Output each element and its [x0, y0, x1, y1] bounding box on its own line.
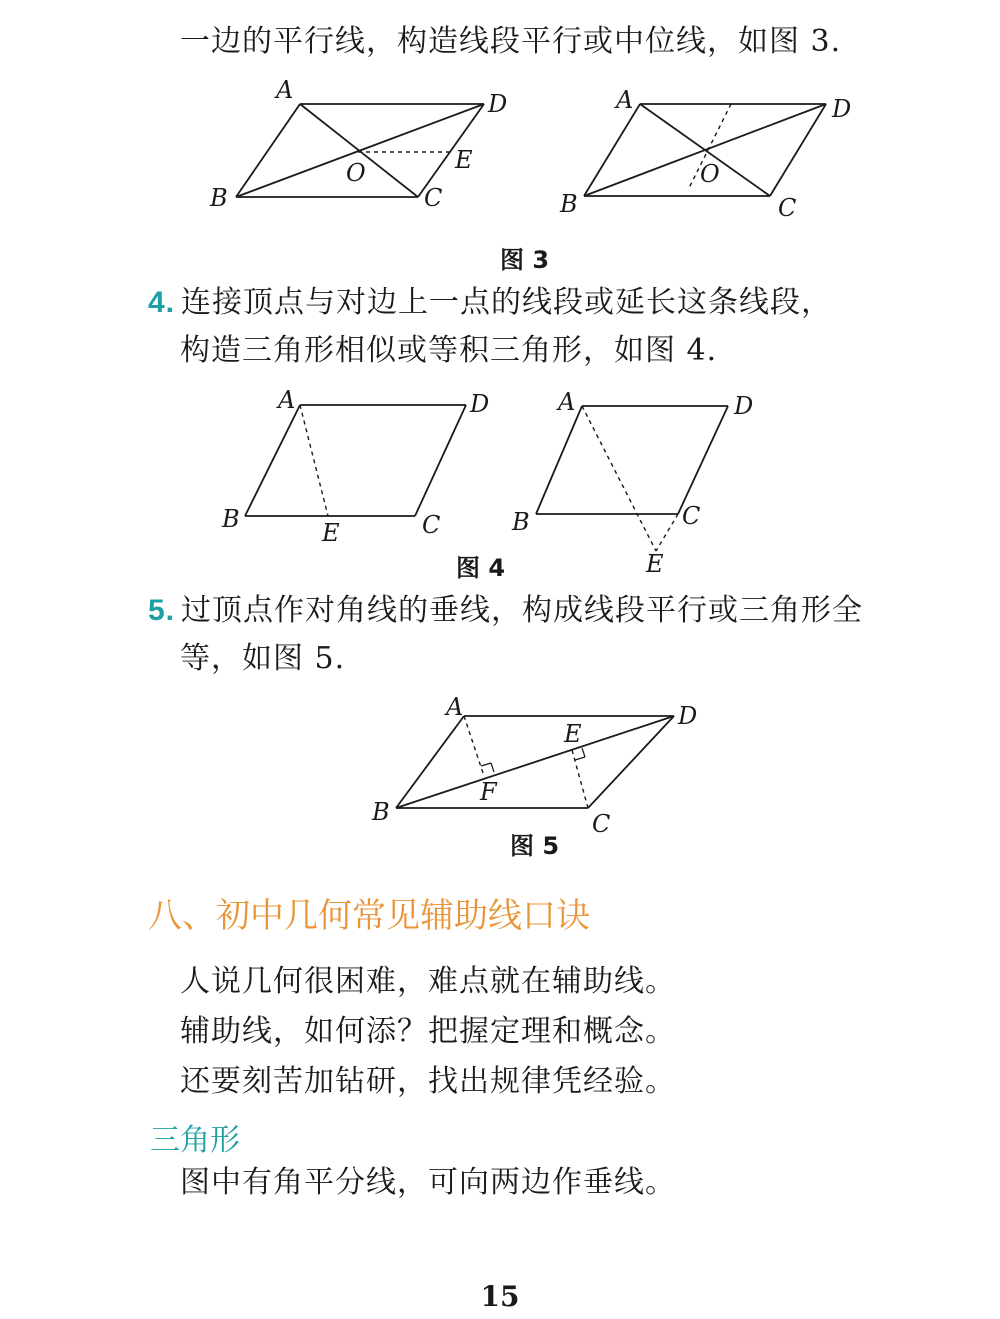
label-A: A [278, 386, 296, 414]
poem-line-1: 人说几何很困难，难点就在辅助线。 [180, 964, 676, 999]
label-E: E [322, 519, 340, 547]
item-4-line-2: 构造三角形相似或等积三角形，如图 4. [180, 333, 718, 368]
figure-5-caption: 图 5 [510, 832, 560, 860]
triangle-line-1: 图中有角平分线，可向两边作垂线。 [180, 1165, 676, 1200]
item-5-number: 5. [148, 594, 176, 627]
label-C: C [422, 511, 441, 539]
poem-line-2: 辅助线，如何添？把握定理和概念。 [180, 1014, 676, 1049]
label-D: D [734, 392, 754, 420]
item-4-text: 连接顶点与对边上一点的线段或延长这条线段， [181, 285, 833, 320]
item-5-line-2: 等，如图 5. [180, 641, 346, 676]
label-D: D [488, 90, 508, 118]
item-4-number: 4. [148, 286, 176, 319]
label-C: C [778, 194, 797, 222]
subheading-triangle: 三角形 [150, 1123, 240, 1158]
label-C: C [424, 184, 443, 212]
label-A: A [616, 86, 634, 114]
label-C: C [682, 502, 701, 530]
poem-line-3: 还要刻苦加钻研，找出规律凭经验。 [180, 1064, 676, 1099]
label-F: F [480, 778, 497, 806]
label-O: O [346, 159, 366, 187]
label-B: B [372, 798, 390, 826]
label-O: O [700, 160, 720, 188]
label-A: A [446, 693, 464, 721]
section-heading: 八、初中几何常见辅助线口诀 [148, 896, 590, 936]
label-D: D [832, 95, 852, 123]
label-E: E [455, 146, 473, 174]
label-A: A [558, 388, 576, 416]
label-A: A [276, 76, 294, 104]
page-number: 15 [480, 1280, 520, 1313]
figure-3-caption: 图 3 [500, 246, 550, 274]
label-E: E [564, 720, 582, 748]
label-D: D [470, 390, 490, 418]
figure-4-caption: 图 4 [456, 554, 506, 582]
paragraph-fig3-intro: 一边的平行线，构造线段平行或中位线，如图 3. [180, 24, 842, 59]
item-5-text: 过顶点作对角线的垂线，构成线段平行或三角形全 [181, 593, 864, 628]
label-E: E [646, 550, 664, 578]
label-B: B [512, 508, 530, 536]
label-B: B [210, 184, 228, 212]
label-B: B [222, 505, 240, 533]
label-C: C [592, 810, 611, 838]
label-B: B [560, 190, 578, 218]
label-D: D [678, 702, 698, 730]
